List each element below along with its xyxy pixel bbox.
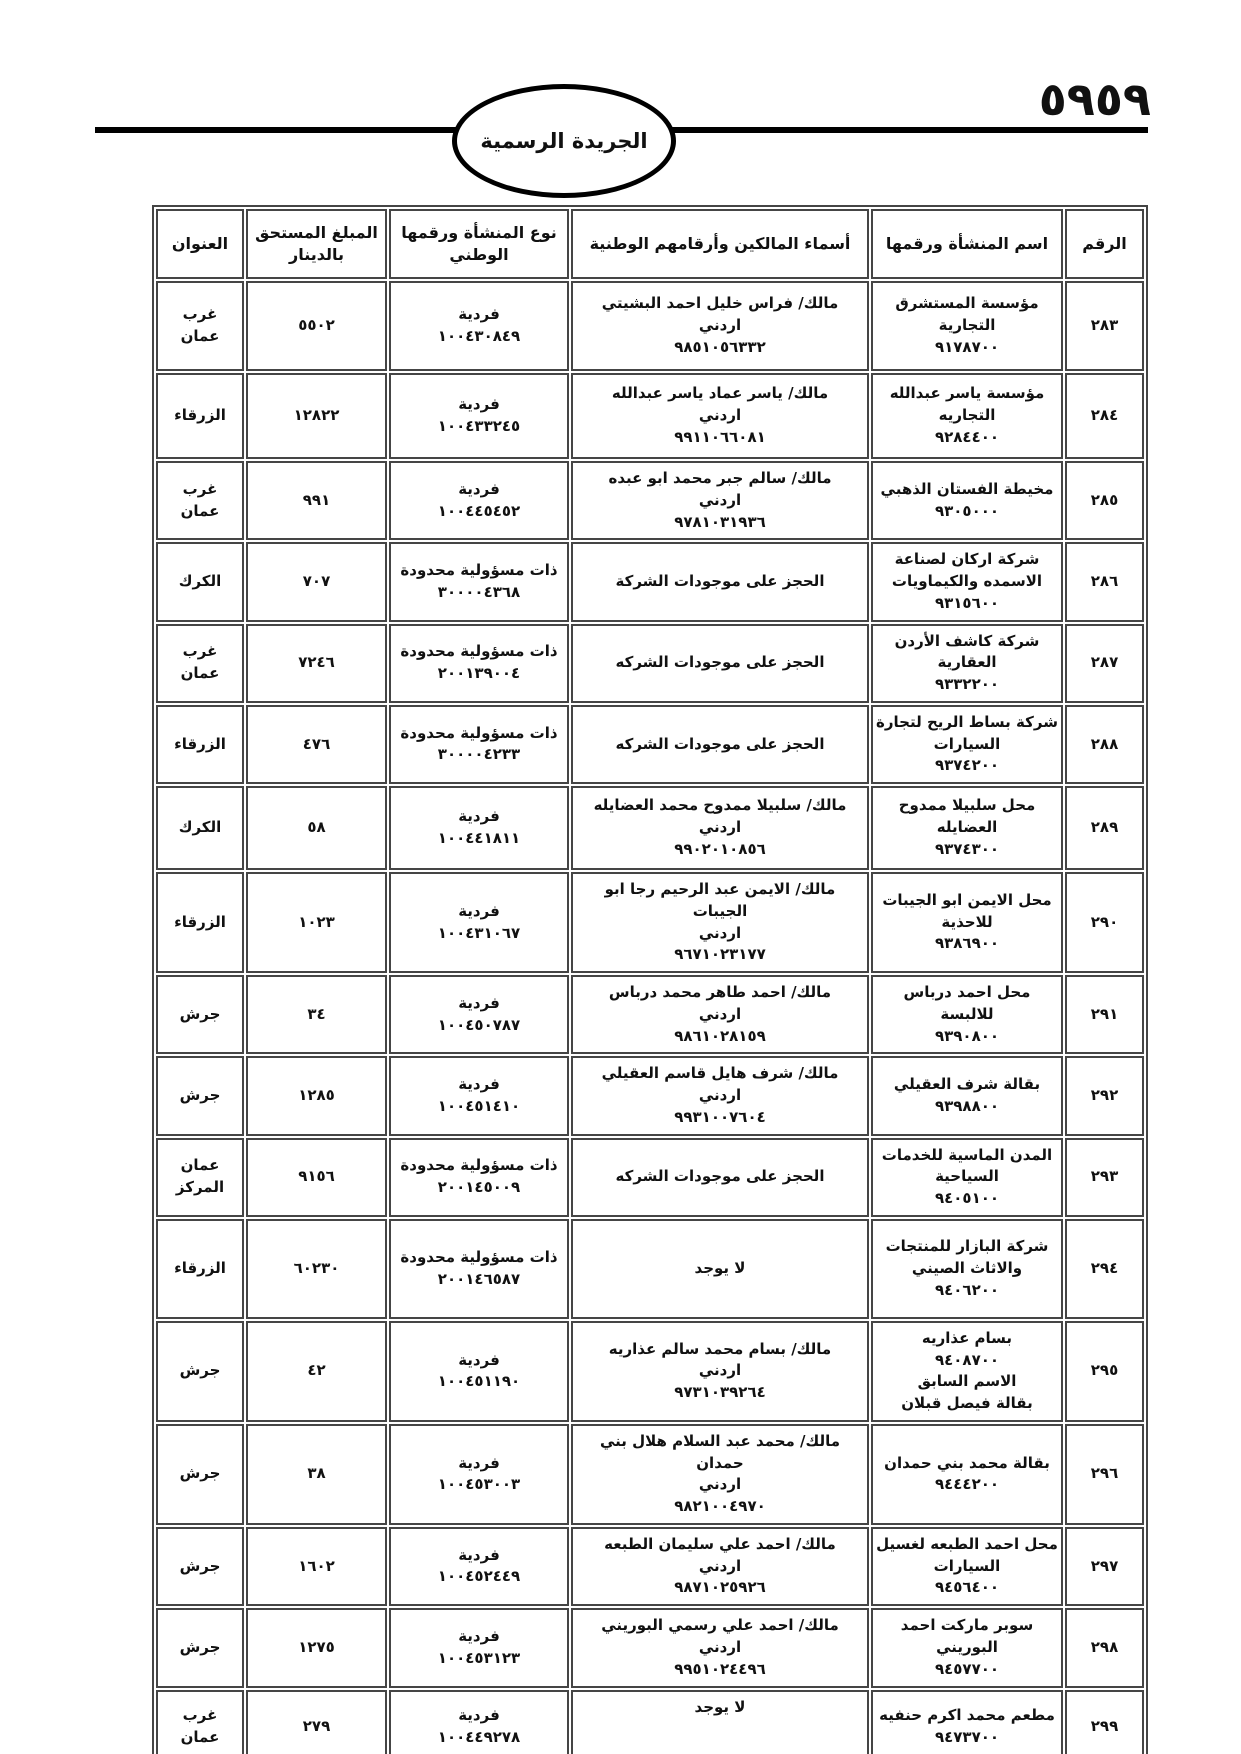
cell-name: محل احمد الطبعه لغسيل السيارات ٩٤٥٦٤٠٠ [871, 1527, 1063, 1606]
cell-owners: الحجز على موجودات الشركه [571, 624, 869, 703]
cell-address: الزرقاء [156, 705, 244, 784]
cell-seq: ٢٩٧ [1065, 1527, 1144, 1606]
cell-name: مؤسسة المستشرق التجارية ٩١٧٨٧٠٠ [871, 281, 1063, 371]
table-row [156, 624, 1144, 703]
table-body [156, 281, 1144, 1754]
table-row [156, 373, 1144, 459]
table-row [156, 1527, 1144, 1606]
cell-address: الكرك [156, 786, 244, 870]
cell-type: فردية ١٠٠٤٥٢٤٤٩ [389, 1527, 569, 1606]
cell-owners: لا يوجد [571, 1219, 869, 1319]
cell-name: شركة البازار للمنتجات والاثاث الصيني ٩٤٠٦٢٠٠ [871, 1219, 1063, 1319]
table-header-row [156, 209, 1144, 279]
column-header-seq: الرقم [1065, 209, 1144, 279]
cell-seq: ٢٨٣ [1065, 281, 1144, 371]
cell-amount: ٤٢ [246, 1321, 387, 1422]
cell-type: ذات مسؤولية محدودة ٢٠٠١٣٩٠٠٤ [389, 624, 569, 703]
table-row [156, 1321, 1144, 1422]
table-row [156, 542, 1144, 621]
cell-seq: ٢٨٩ [1065, 786, 1144, 870]
cell-owners: مالك/ شرف هايل قاسم العقيلي اردني ٩٩٣١٠٠٧٦٠٤ [571, 1056, 869, 1135]
cell-type: فردية ١٠٠٤٥٠٧٨٧ [389, 975, 569, 1054]
table-row [156, 1608, 1144, 1688]
table-row [156, 975, 1144, 1054]
cell-amount: ١٢٨٢٢ [246, 373, 387, 459]
cell-type: فردية ١٠٠٤٣٣٢٤٥ [389, 373, 569, 459]
cell-address: الزرقاء [156, 373, 244, 459]
cell-name: شركة كاشف الأردن العقارية ٩٣٣٢٢٠٠ [871, 624, 1063, 703]
cell-amount: ١٠٢٣ [246, 872, 387, 973]
cell-amount: ٩١٥٦ [246, 1138, 387, 1217]
cell-owners: لا يوجد [571, 1690, 869, 1754]
cell-name: سوبر ماركت احمد البوريني ٩٤٥٧٧٠٠ [871, 1608, 1063, 1688]
cell-address: غرب عمان [156, 461, 244, 540]
cell-owners: مالك/ احمد طاهر محمد درباس اردني ٩٨٦١٠٢٨١٥٩ [571, 975, 869, 1054]
cell-seq: ٢٨٤ [1065, 373, 1144, 459]
cell-amount: ٧٢٤٦ [246, 624, 387, 703]
cell-amount: ٤٧٦ [246, 705, 387, 784]
cell-seq: ٢٩٣ [1065, 1138, 1144, 1217]
cell-address: جرش [156, 1527, 244, 1606]
cell-address: جرش [156, 1056, 244, 1135]
cell-type: فردية ١٠٠٤٥٣٠٠٣ [389, 1424, 569, 1525]
cell-address: جرش [156, 1608, 244, 1688]
cell-amount: ٢٧٩ [246, 1690, 387, 1754]
cell-address: غرب عمان [156, 281, 244, 371]
cell-type: فردية ١٠٠٤٤١٨١١ [389, 786, 569, 870]
cell-address: غرب عمان [156, 624, 244, 703]
cell-owners: مالك/ محمد عبد السلام هلال بني حمدان اردني ٩٨٢١٠٠٤٩٧٠ [571, 1424, 869, 1525]
cell-name: شركة بساط الريح لتجارة السيارات ٩٣٧٤٢٠٠ [871, 705, 1063, 784]
cell-owners: مالك/ سالم جبر محمد ابو عبده اردني ٩٧٨١٠٣١٩٣٦ [571, 461, 869, 540]
cell-amount: ٩٩١ [246, 461, 387, 540]
cell-owners: الحجز على موجودات الشركه [571, 705, 869, 784]
cell-amount: ٥٥٠٢ [246, 281, 387, 371]
table-row [156, 1690, 1144, 1754]
cell-type: فردية ١٠٠٤٥١٤١٠ [389, 1056, 569, 1135]
table-header [156, 209, 1144, 279]
cell-type: ذات مسؤولية محدودة ٣٠٠٠٠٤٢٣٣ [389, 705, 569, 784]
table-row [156, 1056, 1144, 1135]
table-row [156, 281, 1144, 371]
cell-owners: مالك/ احمد علي رسمي البوريني اردني ٩٩٥١٠٢٤٤٩٦ [571, 1608, 869, 1688]
cell-type: ذات مسؤولية محدودة ٢٠٠١٤٥٠٠٩ [389, 1138, 569, 1217]
cell-address: غرب عمان [156, 1690, 244, 1754]
column-header-type: نوع المنشأة ورقمها الوطني [389, 209, 569, 279]
cell-seq: ٢٨٧ [1065, 624, 1144, 703]
cell-owners: مالك/ الايمن عبد الرحيم رجا ابو الجيبات اردني ٩٦٧١٠٢٣١٧٧ [571, 872, 869, 973]
cell-type: ذات مسؤولية محدودة ٢٠٠١٤٦٥٨٧ [389, 1219, 569, 1319]
cell-amount: ٦٠٢٣٠ [246, 1219, 387, 1319]
cell-owners: مالك/ ياسر عماد ياسر عبدالله اردني ٩٩١١٠٦٦٠٨١ [571, 373, 869, 459]
cell-name: شركة اركان لصناعة الاسمده والكيماويات ٩٣١٥٦٠٠ [871, 542, 1063, 621]
cell-seq: ٢٩٥ [1065, 1321, 1144, 1422]
column-header-name: اسم المنشأة ورقمها [871, 209, 1063, 279]
gazette-title: الجريدة الرسمية [480, 129, 648, 153]
cell-owners: مالك/ بسام محمد سالم عذاريه اردني ٩٧٣١٠٣٩٢٦٤ [571, 1321, 869, 1422]
cell-address: جرش [156, 975, 244, 1054]
cell-owners: الحجز على موجودات الشركة [571, 542, 869, 621]
cell-seq: ٢٩١ [1065, 975, 1144, 1054]
page-number: ٥٩٥٩ [1038, 72, 1151, 126]
cell-amount: ١٢٧٥ [246, 1608, 387, 1688]
cell-amount: ٣٨ [246, 1424, 387, 1525]
cell-seq: ٢٨٦ [1065, 542, 1144, 621]
cell-name: مخيطة الفستان الذهبي ٩٣٠٥٠٠٠ [871, 461, 1063, 540]
cell-amount: ٥٨ [246, 786, 387, 870]
table-row [156, 786, 1144, 870]
cell-type: فردية ١٠٠٤٣٠٨٤٩ [389, 281, 569, 371]
cell-name: محل سلبيلا ممدوح العضايله ٩٣٧٤٣٠٠ [871, 786, 1063, 870]
cell-amount: ٧٠٧ [246, 542, 387, 621]
cell-seq: ٢٨٥ [1065, 461, 1144, 540]
cell-seq: ٢٩٢ [1065, 1056, 1144, 1135]
cell-seq: ٢٩٤ [1065, 1219, 1144, 1319]
cell-seq: ٢٩٦ [1065, 1424, 1144, 1525]
gazette-seal [452, 84, 676, 198]
cell-amount: ١٢٨٥ [246, 1056, 387, 1135]
cell-address: عمان المركز [156, 1138, 244, 1217]
cell-owners: الحجز على موجودات الشركه [571, 1138, 869, 1217]
cell-address: الكرك [156, 542, 244, 621]
cell-address: الزرقاء [156, 872, 244, 973]
cell-address: الزرقاء [156, 1219, 244, 1319]
table-row [156, 461, 1144, 540]
column-header-amount: المبلغ المستحق بالدينار [246, 209, 387, 279]
cell-name: بسام عذاريه ٩٤٠٨٧٠٠ الاسم السابق بقالة فيصل قبلان [871, 1321, 1063, 1422]
cell-name: محل الايمن ابو الجيبات للاحذية ٩٣٨٦٩٠٠ [871, 872, 1063, 973]
cell-type: فردية ١٠٠٤٣١٠٦٧ [389, 872, 569, 973]
cell-seq: ٢٨٨ [1065, 705, 1144, 784]
column-header-owners: أسماء المالكين وأرقامهم الوطنية [571, 209, 869, 279]
cell-owners: مالك/ فراس خليل احمد البشيتي اردني ٩٨٥١٠٥٦٣٣٢ [571, 281, 869, 371]
table-row [156, 1219, 1144, 1319]
cell-address: جرش [156, 1321, 244, 1422]
cell-address: جرش [156, 1424, 244, 1525]
cell-amount: ١٦٠٢ [246, 1527, 387, 1606]
cell-amount: ٣٤ [246, 975, 387, 1054]
table-row [156, 872, 1144, 973]
cell-owners: مالك/ سلبيلا ممدوح محمد العضايله اردني ٩٩٠٢٠١٠٨٥٦ [571, 786, 869, 870]
column-header-address: العنوان [156, 209, 244, 279]
cell-seq: ٢٩٠ [1065, 872, 1144, 973]
cell-type: فردية ١٠٠٤٥٣١٢٣ [389, 1608, 569, 1688]
cell-type: فردية ١٠٠٤٤٩٢٧٨ [389, 1690, 569, 1754]
table-row [156, 1424, 1144, 1525]
cell-name: بقالة شرف العقيلي ٩٣٩٨٨٠٠ [871, 1056, 1063, 1135]
cell-type: فردية ١٠٠٤٥١١٩٠ [389, 1321, 569, 1422]
table-row [156, 705, 1144, 784]
table-row [156, 1138, 1144, 1217]
cell-type: ذات مسؤولية محدودة ٣٠٠٠٠٤٣٦٨ [389, 542, 569, 621]
cell-name: بقالة محمد بني حمدان ٩٤٤٤٢٠٠ [871, 1424, 1063, 1525]
cell-name: مطعم محمد اكرم حنفيه ٩٤٧٣٧٠٠ [871, 1690, 1063, 1754]
establishments-table [152, 205, 1148, 1754]
cell-name: مؤسسة ياسر عبدالله التجاريه ٩٢٨٤٤٠٠ [871, 373, 1063, 459]
cell-seq: ٢٩٩ [1065, 1690, 1144, 1754]
cell-type: فردية ١٠٠٤٤٥٤٥٢ [389, 461, 569, 540]
cell-owners: مالك/ احمد علي سليمان الطبعه اردني ٩٨٧١٠٢٥٩٢٦ [571, 1527, 869, 1606]
cell-seq: ٢٩٨ [1065, 1608, 1144, 1688]
cell-name: المدن الماسية للخدمات السياحية ٩٤٠٥١٠٠ [871, 1138, 1063, 1217]
cell-name: محل احمد درباس للالبسة ٩٣٩٠٨٠٠ [871, 975, 1063, 1054]
